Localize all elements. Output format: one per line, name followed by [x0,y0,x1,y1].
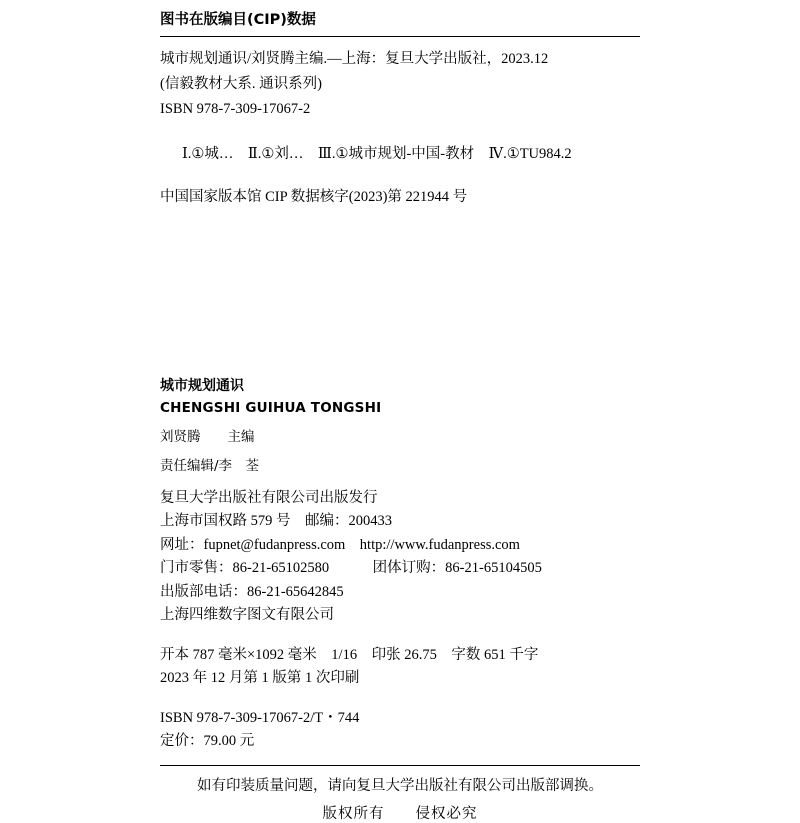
cip-classification: Ⅰ.①城… Ⅱ.①刘… Ⅲ.①城市规划-中国-教材 Ⅳ.①TU984.2 [182,145,572,162]
colophon-responsible-editor: 责任编辑/李 荃 [160,458,260,474]
bottom-divider [160,765,640,766]
colophon-editor: 刘贤腾 主编 [160,429,255,445]
isbn-block [160,707,640,754]
printer-name: 上海四维数字图文有限公司 [160,607,334,624]
specs-block [160,644,640,691]
specs-format: 开本 787 毫米×1092 毫米 1/16 印张 26.75 字数 651 千字 [160,646,539,663]
publisher-address: 上海市国权路 579 号 邮编：200433 [160,513,392,530]
quality-notice: 如有印装质量问题，请向复旦大学出版社有限公司出版部调换。 [197,777,603,794]
cip-heading: 图书在版编目(CIP)数据 [160,12,316,28]
publisher-web: 网址：fupnet@fudanpress.com http://www.fudanpress.com [160,536,520,553]
publisher-block [160,487,640,628]
cip-archive-number: 中国国家版本馆 CIP 数据核字(2023)第 221944 号 [160,188,468,205]
cip-line-isbn: ISBN 978-7-309-17067-2 [160,100,311,117]
price: 定价：79.00 元 [160,733,255,750]
colophon-pinyin-title: CHENGSHI GUIHUA TONGSHI [160,400,382,416]
top-divider [160,36,640,37]
cip-page [160,0,640,822]
colophon-book-title: 城市规划通识 [160,378,244,394]
isbn-number: ISBN 978-7-309-17067-2/T・744 [160,709,360,726]
publisher-phone: 出版部电话：86-21-65642845 [160,583,344,600]
specs-edition: 2023 年 12 月第 1 版第 1 次印刷 [160,670,360,687]
publisher-name: 复旦大学出版社有限公司出版发行 [160,490,378,506]
publisher-sales: 门市零售：86-21-65102580 团体订购：86-21-65104505 [160,560,542,577]
colophon [160,375,640,823]
cip-line-title: 城市规划通识/刘贤腾主编.—上海：复旦大学出版社，2023.12 [160,51,549,67]
cip-body [160,47,640,122]
cip-line-series: (信毅教材大系. 通识系列) [160,75,322,92]
copyright-notice: 版权所有 侵权必究 [322,805,478,822]
